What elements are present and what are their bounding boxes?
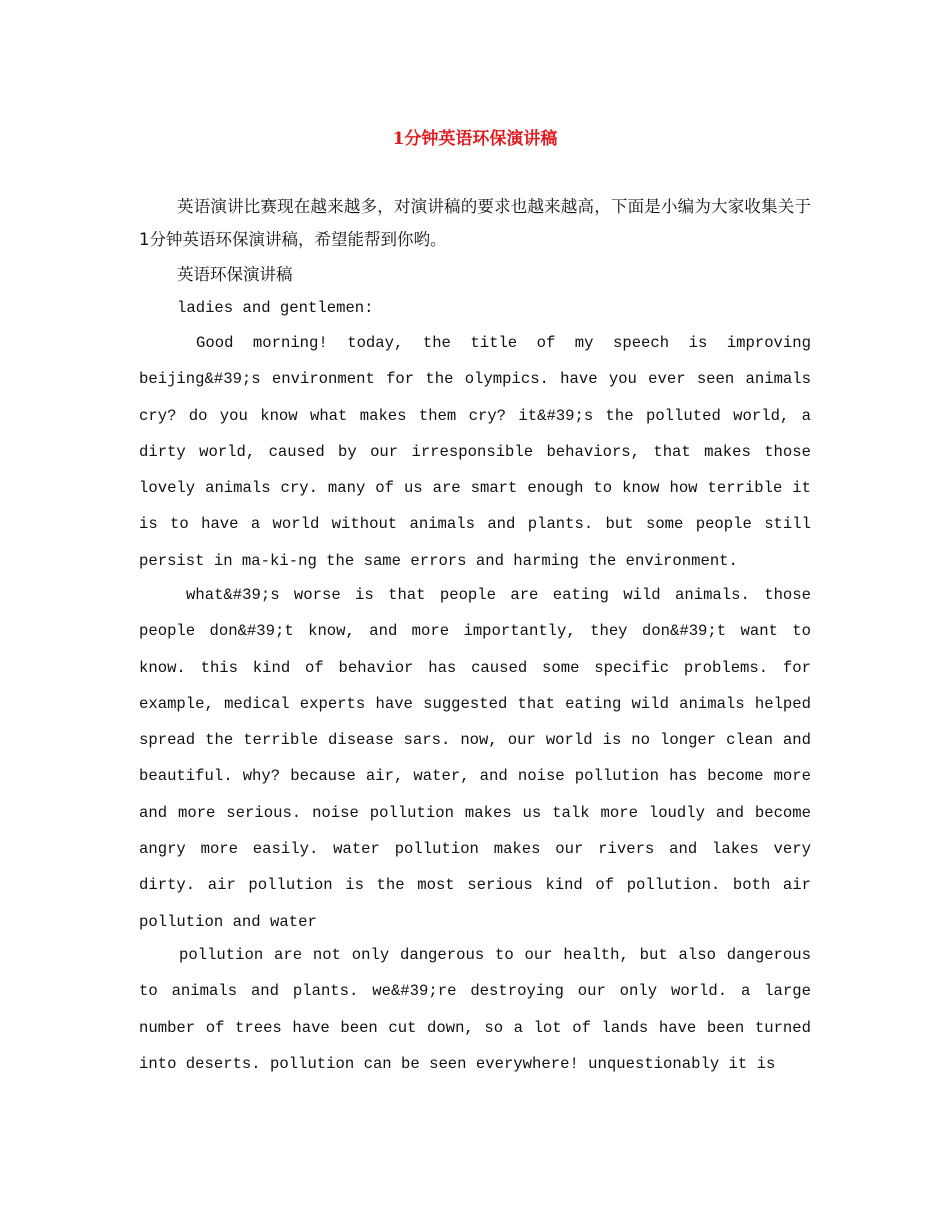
speech-paragraph-1: Good morning! today, the title of my speech is improving beijing&#39;s environment for the olympics. have you ever seen animals cry? do you know what makes them cry? it&#39;s the polluted world, a dirty world, caused by our irresponsible behaviors, that makes those lovely animals cry. many of us are smart enough to know how terrible it is to have a world without animals and plants. but some people still persist in ma-ki-ng the same errors and harming the environment. <box>139 334 811 570</box>
speech-paragraph-2: what&#39;s worse is that people are eating wild animals. those people don&#39;t know, and more importantly, they don&#39;t want to know. this kind of behavior has caused some specific problems. for example, medical experts have suggested that eating wild animals helped spread the terrible disease sars. now, our world is no longer clean and beautiful. why? because air, water, and noise pollution has become more and more serious. noise pollution makes us talk more loudly and become angry more easily. water pollution makes our rivers and lakes very dirty. air pollution is the most serious kind of pollution. both air pollution and water <box>139 586 811 931</box>
salutation: ladies and gentlemen: <box>177 299 374 317</box>
intro-paragraph: 英语演讲比赛现在越来越多，对演讲稿的要求也越来越高，下面是小编为大家收集关于1分钟英语环保演讲稿，希望能帮到你哟。 <box>139 197 811 249</box>
subheading: 英语环保演讲稿 <box>177 265 293 284</box>
speech-paragraph-3: pollution are not only dangerous to our health, but also dangerous to animals and plants. we&#39;re destroying our only world. a large number of trees have been cut down, so a lot of lands have been turned into deserts. pollution can be seen everywhere! unquestionably it is <box>139 946 811 1073</box>
page-title: 1分钟英语环保演讲稿 <box>392 129 558 149</box>
